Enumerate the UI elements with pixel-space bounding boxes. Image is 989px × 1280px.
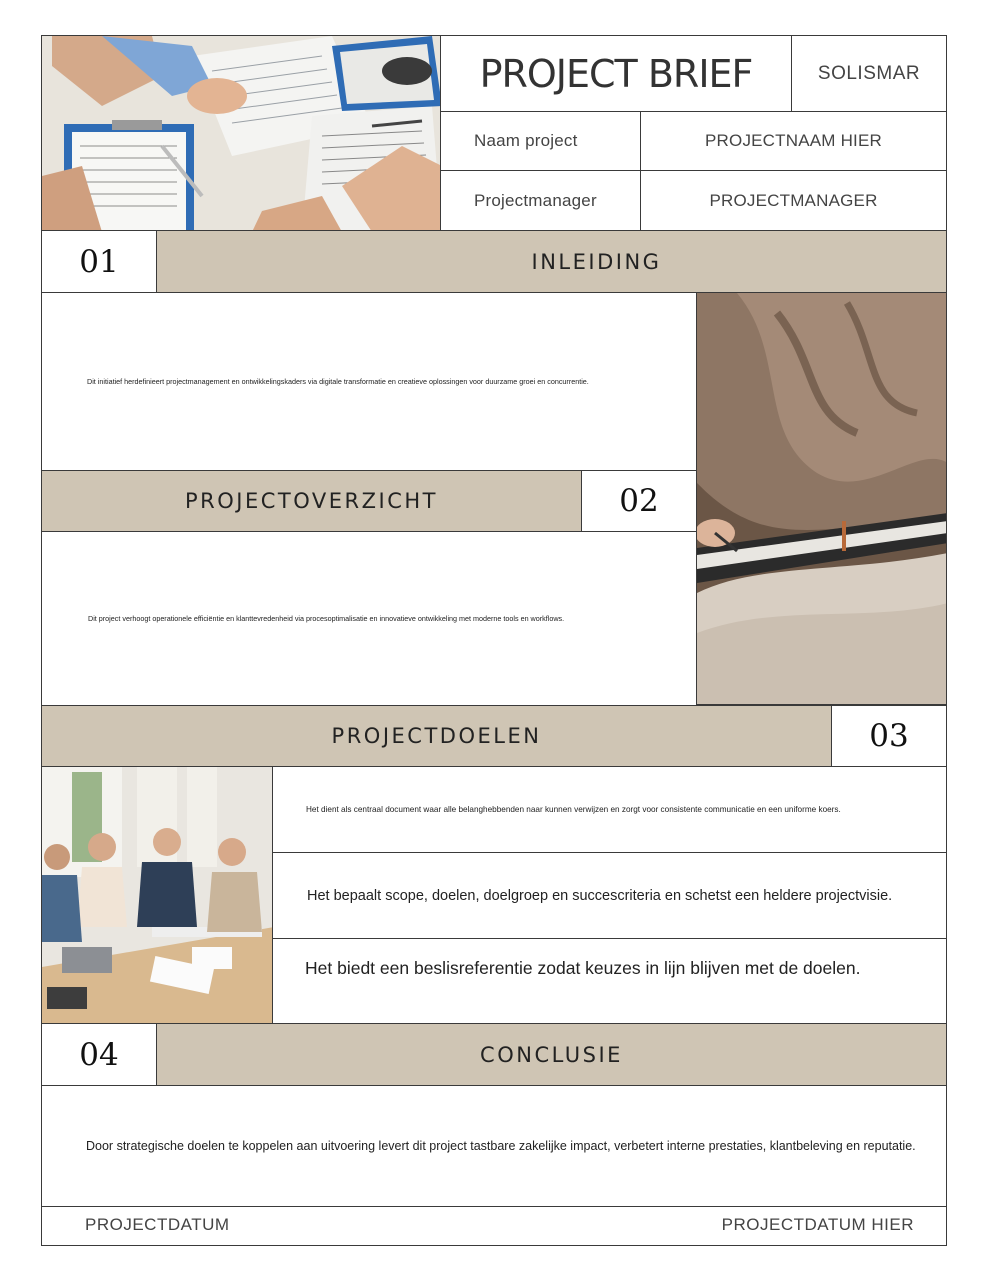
section-heading-text: CONCLUSIE [480, 1042, 623, 1067]
section-heading-text: INLEIDING [531, 249, 662, 274]
section-number-text: 03 [869, 718, 909, 754]
conclusion-text: Door strategische doelen te koppelen aan uitvoering levert dit project tastbare zakelijke impact, verbetert interne prestaties, klantbeleving en reputatie. [86, 1139, 916, 1153]
header-photo-documents [41, 35, 441, 231]
goal-text: Het dient als centraal document waar alle belanghebbenden naar kunnen verwijzen en zorgt voor consistente communicatie en een uniforme koers. [306, 805, 841, 814]
section-number-02 [581, 470, 697, 532]
footer-date-label: PROJECTDATUM [85, 1215, 230, 1234]
manager-label-cell [440, 170, 641, 231]
intro-text: Dit initiatief herdefinieert projectmanagement en ontwikkelingskaders via digitale transformatie en creatieve oplossingen voor duurzame groei en concurrentie. [87, 377, 589, 386]
manager-value-cell [640, 170, 947, 231]
goal-item-1 [272, 766, 947, 853]
intro-body [41, 292, 697, 471]
project-name-label: Naam project [474, 131, 578, 150]
brand-cell [791, 35, 947, 112]
overview-body [41, 531, 697, 706]
project-name-value: PROJECTNAAM HIER [705, 131, 882, 150]
side-photo-notebook [696, 292, 947, 705]
section-number-text: 01 [79, 243, 119, 280]
manager-label: Projectmanager [474, 190, 597, 210]
section-heading-conclusion [156, 1023, 947, 1086]
section-number-03 [831, 705, 947, 767]
section-number-text: 04 [79, 1036, 119, 1073]
brand-name: SOLISMAR [817, 62, 921, 84]
section-heading-text: PROJECTOVERZICHT [185, 489, 438, 513]
footer-date-value: PROJECTDATUM HIER [721, 1215, 914, 1234]
overview-text: Dit project verhoogt operationele efficiëntie en klanttevredenheid via procesoptimalisatie en innovatieve ontwikkeling met moderne tools en workflows. [88, 614, 565, 623]
goal-text: Het biedt een beslisreferentie zodat keuzes in lijn blijven met de doelen. [305, 957, 861, 978]
manager-value: PROJECTMANAGER [709, 190, 878, 210]
title-cell [440, 35, 792, 112]
section-number-text: 02 [619, 483, 659, 519]
section-number-04 [41, 1023, 157, 1086]
section-heading-goals [41, 705, 832, 767]
section-heading-overview [41, 470, 582, 532]
conclusion-body [41, 1085, 947, 1207]
team-meeting-photo [41, 766, 273, 1024]
section-number-01 [41, 230, 157, 293]
goal-item-3 [272, 938, 947, 1024]
section-heading-text: PROJECTDOELEN [331, 724, 542, 748]
goal-item-2 [272, 852, 947, 939]
page-title: PROJECT BRIEF [479, 51, 753, 96]
project-name-value-cell [640, 111, 947, 171]
goal-text: Het bepaalt scope, doelen, doelgroep en succescriteria en schetst een heldere projectvisie. [307, 887, 893, 904]
section-heading-intro [156, 230, 947, 293]
footer [41, 1206, 947, 1246]
project-name-label-cell [440, 111, 641, 171]
